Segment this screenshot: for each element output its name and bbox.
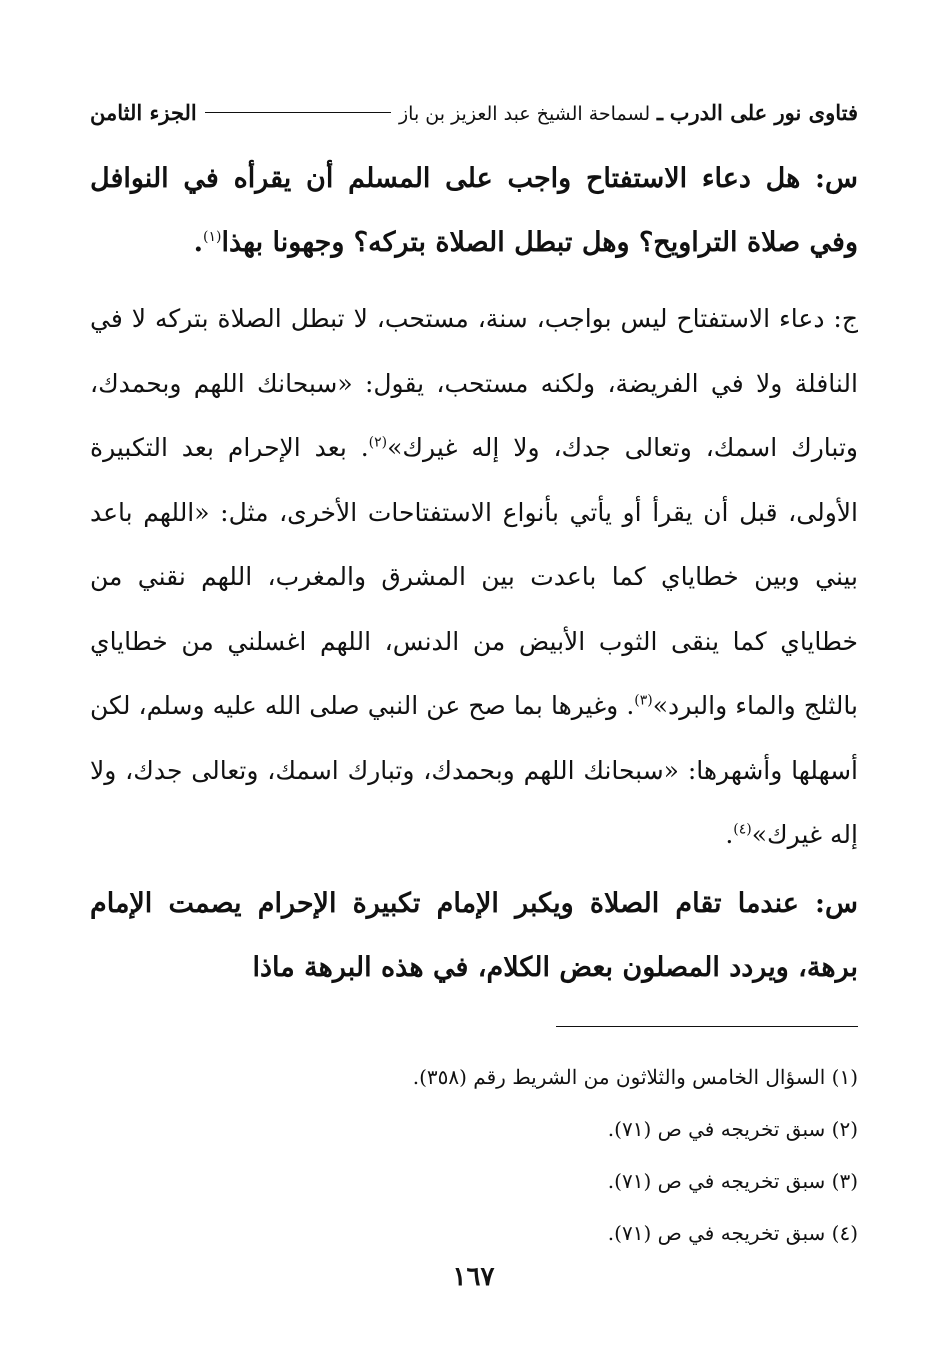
footnote-1: (١) السؤال الخامس والثلاثون من الشريط رقم (٣٥٨). (412, 1064, 858, 1089)
footnote-3: (٣) سبق تخريجه في ص (٧١). (607, 1168, 858, 1193)
footnote-4: (٤) سبق تخريجه في ص (٧١). (607, 1220, 858, 1245)
question-2 (90, 872, 858, 1000)
answer-part-2: . بعد الإحرام بعد التكبيرة الأولى، قبل أن يقرأ أو يأتي بأنواع الاستفتاحات الأخرى، مثل: «اللهم باعد بيني وبين خطاياي كما باعدت بين المشرق والمغرب، اللهم نقني من خطاياي كما ينقى الثوب الأبيض من الدنس، اللهم اغسلني من خطاياي بالثلج والماء والبرد» (90, 433, 858, 720)
footnote-ref-1: (١) (203, 229, 222, 245)
answer-part-3: . وغيرها بما صح عن النبي صلى الله عليه وسلم، لكن أسهلها وأشهرها: «سبحانك اللهم وبحمدك، وتبارك اسمك، وتعالى جدك، ولا إله غيرك» (90, 691, 858, 849)
answer-1 (90, 287, 858, 868)
author-line: لسماحة الشيخ عبد العزيز بن باز (398, 103, 651, 125)
question-1-end: . (193, 227, 203, 258)
footnote-ref-4: (٤) (733, 821, 752, 838)
footnotes (90, 1051, 858, 1259)
footnote-2: (٢) سبق تخريجه في ص (٧١). (607, 1116, 858, 1141)
volume-label: الجزء الثامن (90, 100, 197, 125)
header-rule (205, 112, 391, 113)
footnote-ref-3: (٣) (634, 692, 653, 709)
page-number: ١٦٧ (452, 1262, 495, 1292)
question-2-text: س: عندما تقام الصلاة ويكبر الإمام تكبيرة الإحرام يصمت الإمام برهة، ويردد المصلون بعض الكلام، في هذه البرهة ماذا (90, 887, 858, 983)
page-content (90, 96, 858, 1259)
header-separator: ـ (656, 100, 664, 125)
question-1 (90, 147, 858, 275)
book-title: فتاوى نور على الدرب (669, 100, 858, 125)
footnote-ref-2: (٢) (368, 434, 388, 451)
footnote-divider (556, 1026, 858, 1027)
header-book-group (399, 96, 858, 131)
answer-end: . (725, 820, 734, 849)
question-1-text: س: هل دعاء الاستفتاح واجب على المسلم أن يقرأه في النوافل وفي صلاة التراويح؟ وهل تبطل الصلاة بتركه؟ وجهونا بهذا (90, 163, 858, 258)
running-header (90, 96, 858, 131)
answer-part-1: ج: دعاء الاستفتاح ليس بواجب، سنة، مستحب، لا تبطل الصلاة بتركه لا في النافلة ولا في الفريضة، ولكنه مستحب، يقول: «سبحانك اللهم وبحمدك، وتبارك اسمك، وتعالى جدك، ولا إله غيرك» (90, 304, 858, 462)
